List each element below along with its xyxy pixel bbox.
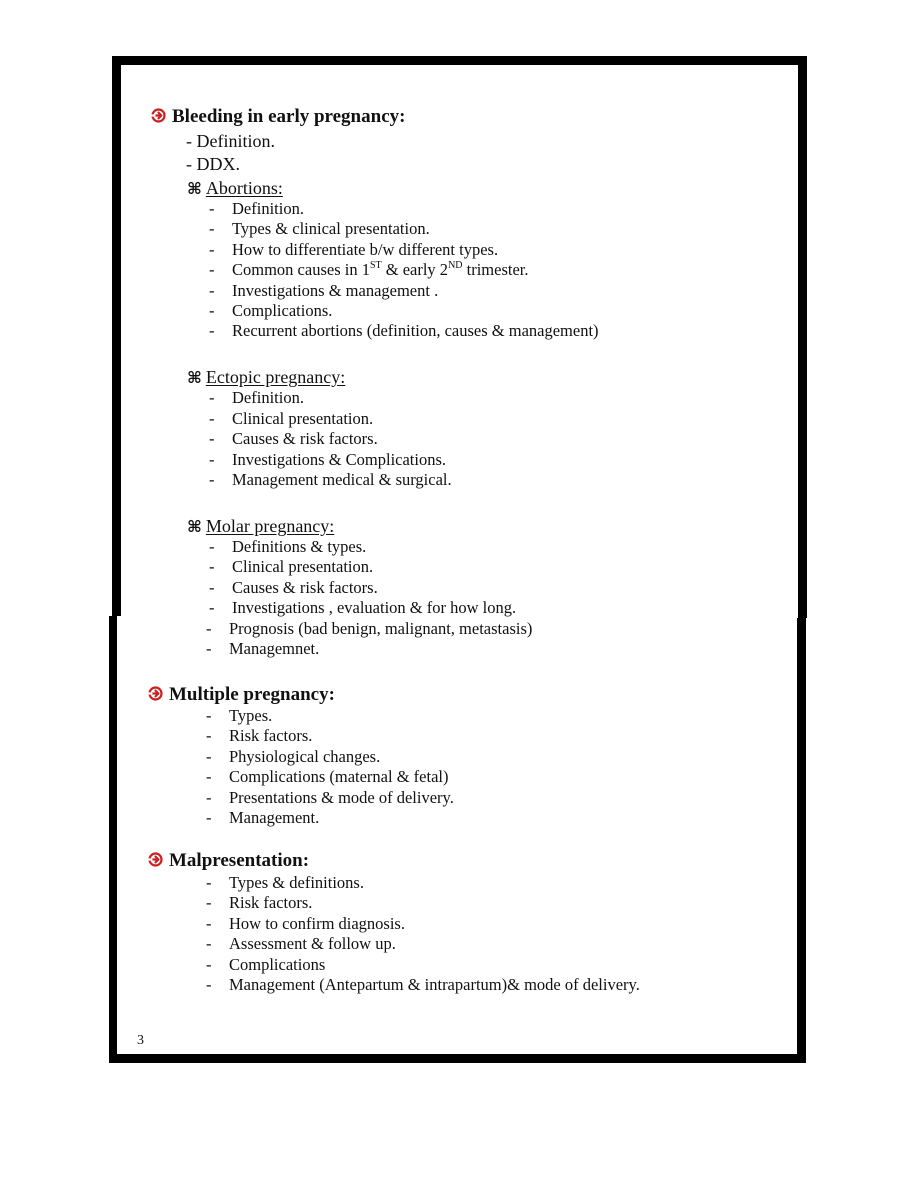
list-item: - Physiological changes. <box>206 747 381 766</box>
page-border-top <box>112 56 807 65</box>
list-item: - How to differentiate b/w different types. <box>209 240 499 259</box>
subsection-title-text: Ectopic pregnancy: <box>205 367 346 387</box>
list-item: - Assessment & follow up. <box>206 934 396 953</box>
list-item: - Definition. <box>209 199 304 218</box>
list-item: - Types & clinical presentation. <box>209 219 430 238</box>
list-item: - Management (Antepartum & intrapartum)& mode of delivery. <box>206 975 640 994</box>
page-border-left-lower <box>109 616 117 1063</box>
subsection-title-ectopic <box>187 366 345 389</box>
page-border-right <box>798 56 807 618</box>
section-heading-text: Bleeding in early pregnancy: <box>172 106 406 127</box>
list-item: - How to confirm diagnosis. <box>206 914 405 933</box>
circled-right-arrow-icon <box>151 108 166 123</box>
section-heading-text: Multiple pregnancy: <box>169 684 335 705</box>
list-item: - Definition. <box>186 131 275 151</box>
list-item: - Risk factors. <box>206 893 313 912</box>
list-item: - Clinical presentation. <box>209 409 374 428</box>
list-item: - Causes & risk factors. <box>209 578 378 597</box>
page-border-left <box>112 56 121 616</box>
list-item: - Clinical presentation. <box>209 557 374 576</box>
page-border-right-lower <box>797 618 806 1063</box>
section-heading-malpresentation <box>148 850 309 872</box>
list-item: - Types & definitions. <box>206 873 364 892</box>
page-number: 3 <box>137 1033 144 1048</box>
list-item: - Presentations & mode of delivery. <box>206 788 454 807</box>
list-item: - Complications. <box>209 301 333 320</box>
list-item: - Complications (maternal & fetal) <box>206 767 449 786</box>
page-border-bottom <box>109 1054 806 1063</box>
command-key-icon: ⌘ <box>187 368 202 387</box>
list-item: - Investigations & Complications. <box>209 450 447 469</box>
list-item: - Definitions & types. <box>209 537 367 556</box>
subsection-title-abortions <box>187 177 283 200</box>
list-item: - Prognosis (bad benign, malignant, metastasis) <box>206 619 533 638</box>
list-item: - Investigations & management . <box>209 281 439 300</box>
subsection-title-text: Abortions: <box>205 178 283 198</box>
command-key-icon: ⌘ <box>187 517 202 536</box>
subsection-title-text: Molar pregnancy: <box>205 516 335 536</box>
list-item: - Recurrent abortions (definition, causes & management) <box>209 321 599 340</box>
section-heading-text: Malpresentation: <box>169 850 310 871</box>
circled-right-arrow-icon <box>148 686 163 701</box>
section-heading-bleeding <box>151 106 405 128</box>
section-heading-multiple <box>148 684 335 706</box>
list-item: - Complications <box>206 955 326 974</box>
list-item: - Risk factors. <box>206 726 313 745</box>
list-item: - Definition. <box>209 388 304 407</box>
list-item: - Management medical & surgical. <box>209 470 452 489</box>
list-item: - DDX. <box>186 154 240 174</box>
list-item: - Managemnet. <box>206 639 320 658</box>
list-item: - Investigations , evaluation & for how long. <box>209 598 517 617</box>
circled-right-arrow-icon <box>148 852 163 867</box>
list-item: - Management. <box>206 808 320 827</box>
command-key-icon: ⌘ <box>187 179 202 198</box>
list-item: - Common causes in 1ST & early 2ND trimester. <box>209 260 529 279</box>
list-item: - Causes & risk factors. <box>209 429 378 448</box>
subsection-title-molar <box>187 515 334 538</box>
list-item: - Types. <box>206 706 273 725</box>
